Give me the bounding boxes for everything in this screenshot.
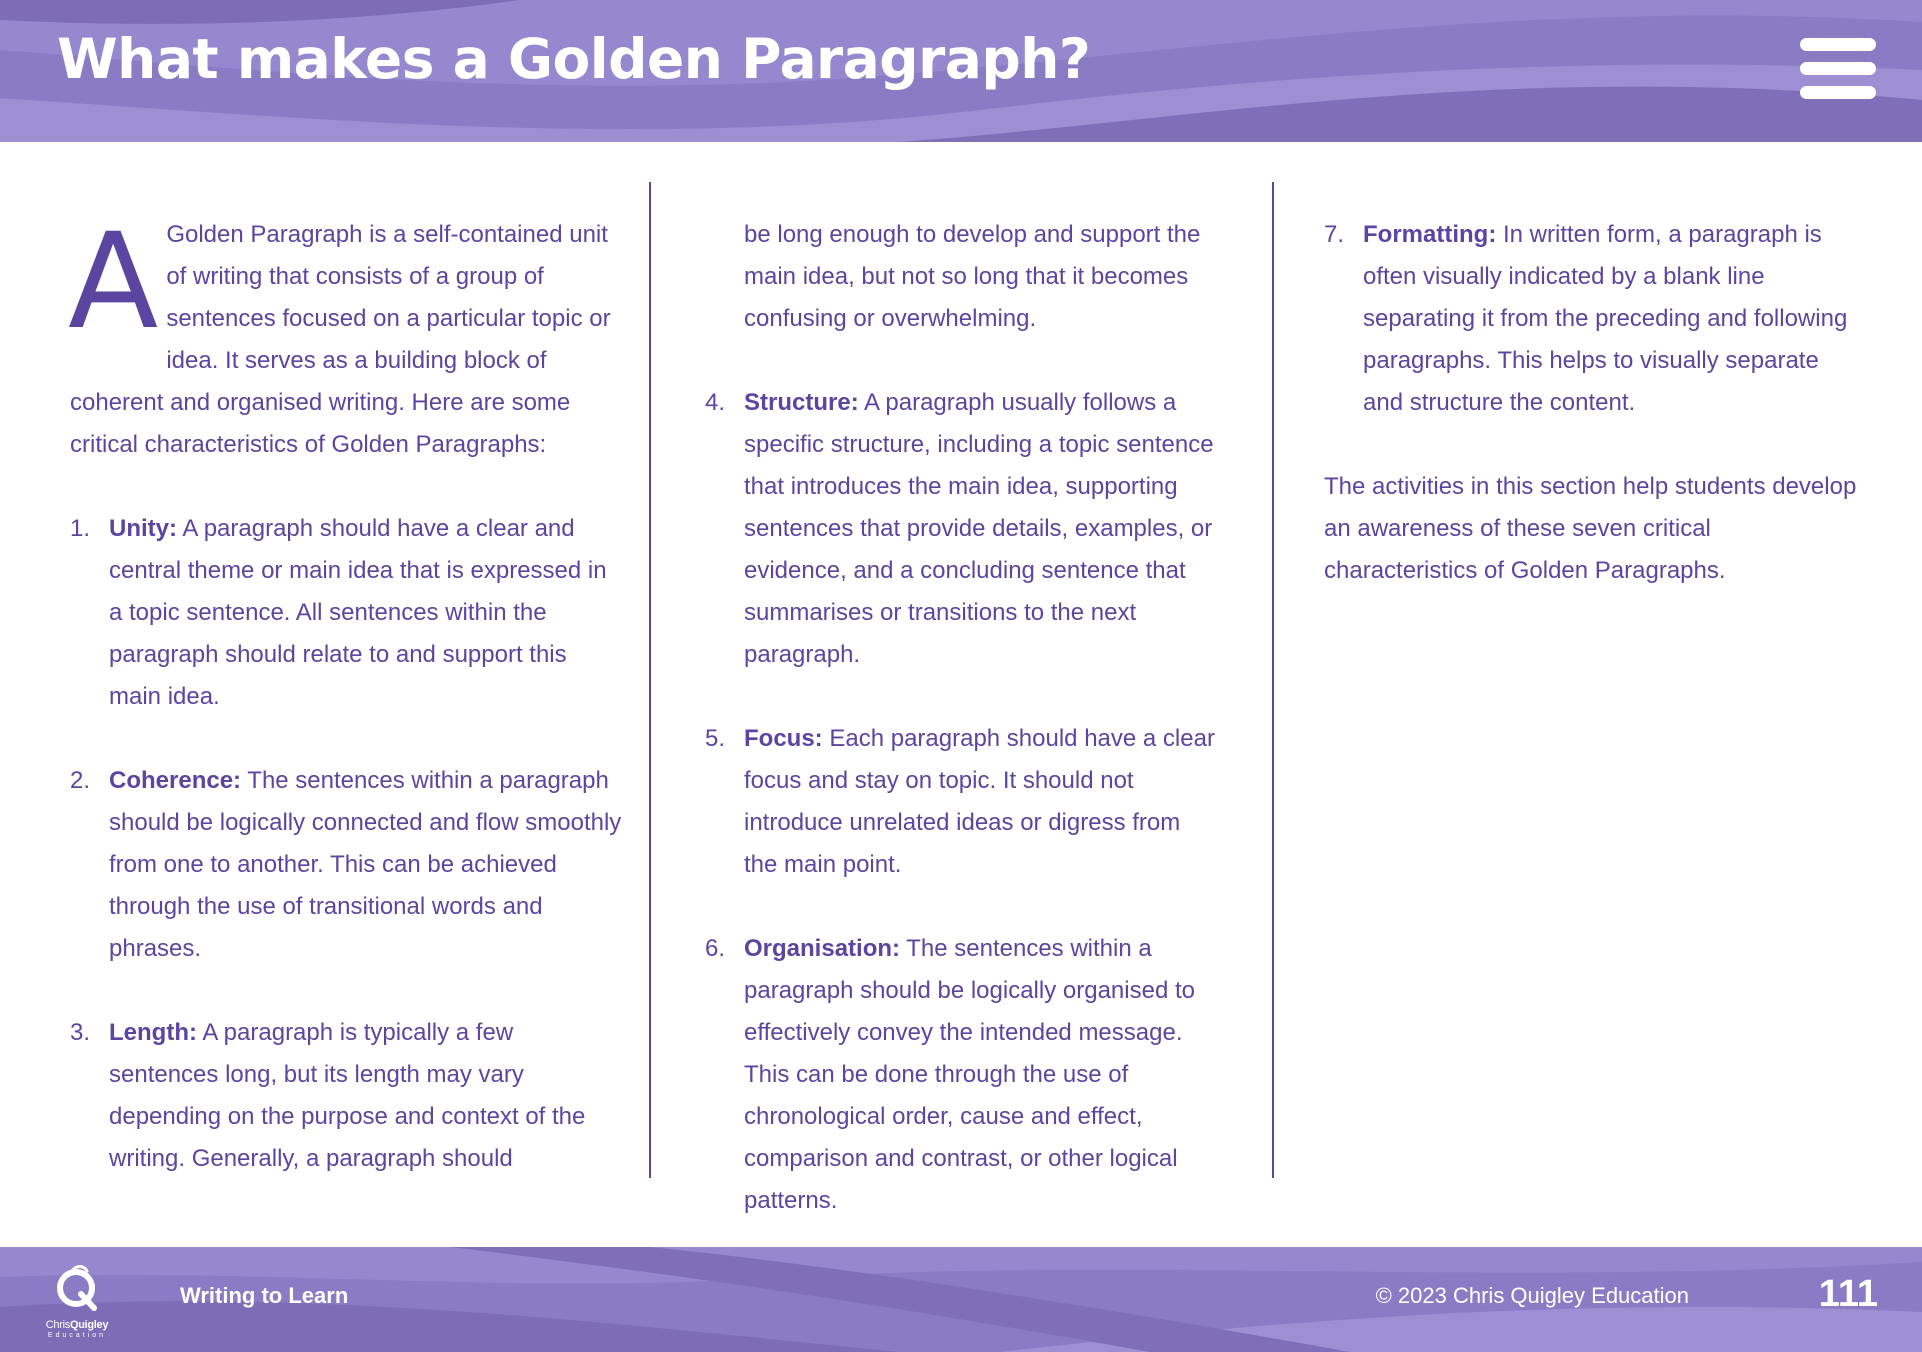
column-2 [705, 214, 1220, 1222]
footer-book-title: Writing to Learn [180, 1283, 349, 1308]
header-band [0, 0, 1922, 142]
drop-cap: A [68, 205, 159, 359]
list-item-length [70, 1012, 625, 1180]
copyright-text: © 2023 Chris Quigley Education [1375, 1283, 1689, 1308]
item-text: A paragraph usually follows a specific structure, including a topic sentence that introduces the main idea, supporting sentences that provide details, examples, or evidence, and a concluding sentence that summarises or transitions to the next paragraph. [744, 389, 1214, 668]
item-text: In written form, a paragraph is often visually indicated by a blank line separating it from the preceding and following paragraphs. This helps to visually separate and structure the content. [1363, 221, 1848, 416]
menu-bar-top [1800, 38, 1876, 51]
list-item-length-continuation: be long enough to develop and support the main idea, but not so long that it becomes confusing or overwhelming. [744, 221, 1201, 332]
item-text: A paragraph is typically a few sentences long, but its length may vary depending on the purpose and context of the writing. Generally, a paragraph should [109, 1019, 586, 1172]
hamburger-menu-icon[interactable] [1800, 38, 1876, 100]
item-number: 3. [70, 1019, 91, 1046]
item-term: Focus: [744, 725, 823, 752]
item-text: A paragraph should have a clear and central theme or main idea that is expressed in a topic sentence. All sentences within the paragraph should relate to and support this main idea. [109, 515, 607, 710]
item-term: Formatting: [1363, 221, 1497, 248]
column-1 [68, 205, 625, 1180]
item-number: 4. [705, 389, 726, 416]
list-item-coherence [70, 760, 625, 970]
page-title: What makes a Golden Paragraph? [57, 27, 1091, 91]
chris-quigley-logo [34, 1261, 120, 1341]
footer-band [0, 1247, 1922, 1352]
column-divider-left [649, 182, 651, 1178]
item-term: Coherence: [109, 767, 242, 794]
item-number: 5. [705, 725, 726, 752]
item-text: The sentences within a paragraph should be logically organised to effectively convey the intended message. This can be done through the use of chronological order, cause and effect, comparison and contrast, or other logical patterns. [744, 935, 1195, 1214]
item-term: Structure: [744, 389, 859, 416]
logo-subtitle: Education [47, 1332, 107, 1339]
closing-paragraph: The activities in this section help students develop an awareness of these seven critical characteristics of Golden Paragraphs. [1324, 473, 1857, 584]
item-term: Organisation: [744, 935, 901, 962]
item-number: 6. [705, 935, 726, 962]
logo-wordmark: ChrisQuigley [45, 1319, 109, 1331]
item-number: 1. [70, 515, 91, 542]
column-divider-right [1272, 182, 1274, 1178]
list-item-organisation [705, 928, 1220, 1222]
menu-bar-bottom [1800, 86, 1876, 99]
item-text: Each paragraph should have a clear focus and stay on topic. It should not introduce unrelated ideas or digress from the main point. [744, 725, 1215, 878]
item-term: Unity: [109, 515, 177, 542]
item-term: Length: [109, 1019, 197, 1046]
item-text: The sentences within a paragraph should be logically connected and flow smoothly from one to another. This can be achieved through the use of transitional words and phrases. [109, 767, 622, 962]
chris-quigley-logo-icon [34, 1261, 120, 1321]
list-item-focus [705, 718, 1220, 886]
list-item-formatting [1324, 214, 1864, 424]
intro-text: Golden Paragraph is a self-contained unit of writing that consists of a group of sentences focused on a particular topic or idea. It serves as a building block of coherent and organised writing. Here are some critical characteristics of Golden Paragraphs: [70, 221, 611, 458]
list-item-structure [705, 382, 1220, 676]
item-number: 7. [1324, 221, 1345, 248]
list-item-unity [70, 508, 625, 718]
item-number: 2. [70, 767, 91, 794]
menu-bar-middle [1800, 62, 1876, 75]
intro-paragraph [68, 205, 625, 466]
column-3 [1324, 214, 1864, 592]
page-number: 111 [1818, 1273, 1878, 1315]
